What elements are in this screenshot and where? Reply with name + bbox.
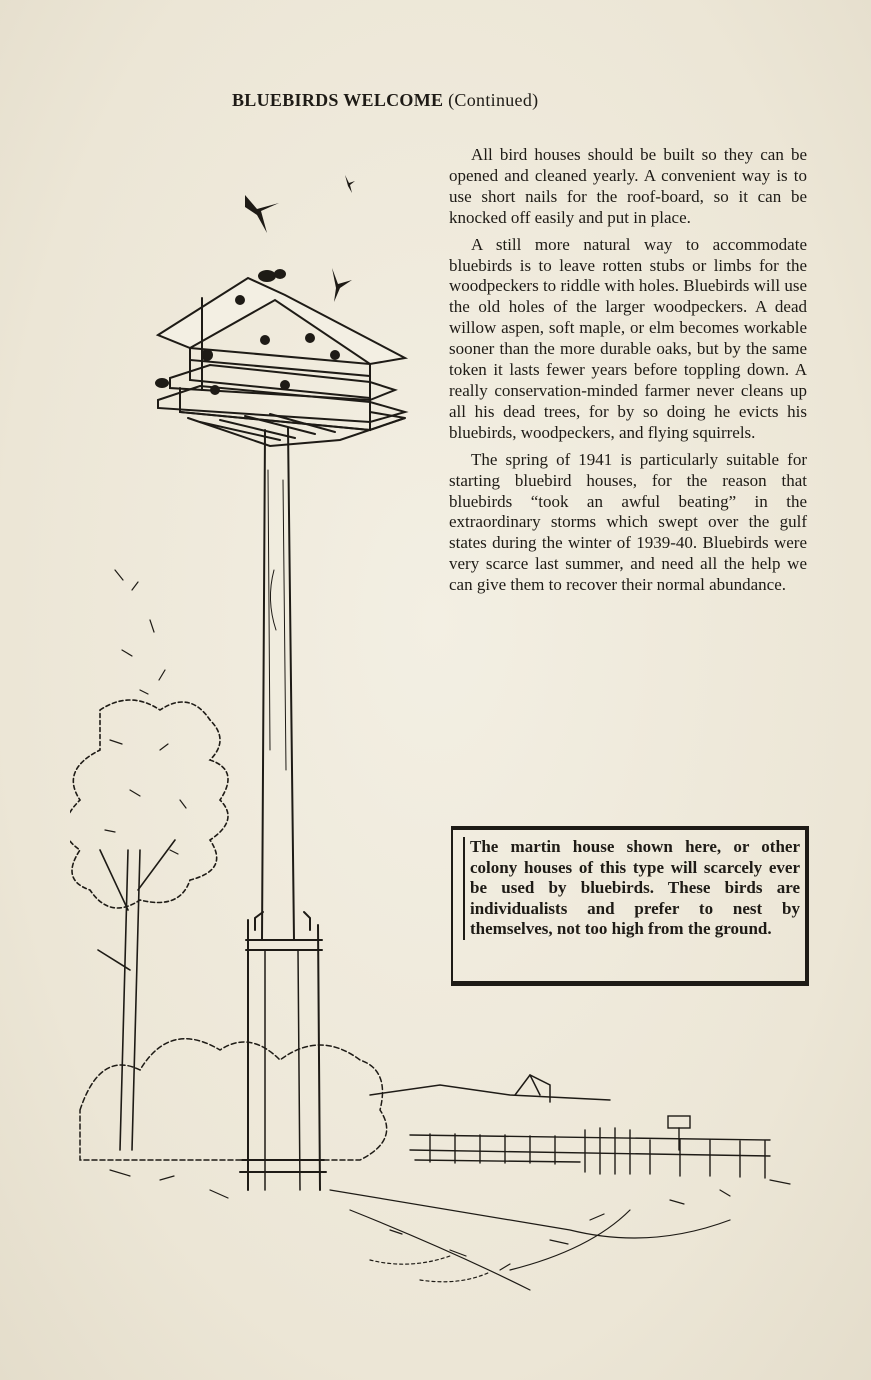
paragraph-cleaning: All bird houses should be built so they can be opened and cleaned yearly. A convenient way is to use short nails for the roof-board, so it can be knocked off easily and put in place. (449, 145, 807, 227)
flying-bird-icon (345, 175, 355, 193)
flying-bird-icon (332, 268, 352, 302)
heading-title: BLUEBIRDS WELCOME (232, 90, 444, 110)
paragraph-natural-holes: A still more natural way to accommodate bluebirds is to leave rotten stubs or limbs for the woodpeckers to riddle with holes. Bluebirds will use the old holes of the larger woodpeckers. A dead willow aspen, soft maple, or elm becomes workable sooner than the more durable oaks, but by the same token it lasts fewer years before toppling down. A really conservation-minded farmer never cleans up all his dead trees, for by so doing he evicts his bluebirds, woodpeckers, and flying squirrels. (449, 234, 807, 442)
page-heading (232, 90, 538, 111)
fence-icon (410, 1116, 770, 1178)
barn-icon (370, 1075, 610, 1102)
perched-bird-icon (258, 270, 276, 282)
perched-bird-icon (155, 378, 169, 388)
tree-icon (70, 570, 228, 1150)
flying-bird-icon (245, 195, 279, 233)
perched-bird-icon (274, 269, 286, 279)
martin-house-illustration (70, 150, 810, 1300)
note-text: The martin house shown here, or other colony houses of this type will scarcely ever be used by bluebirds. These birds are individualists and prefer to nest by themselves, not too high from the ground. (463, 837, 800, 940)
martin-house-icon (158, 278, 405, 446)
heading-continued: (Continued) (448, 90, 539, 110)
ground-icon (110, 1170, 790, 1290)
shrub-icon (80, 1039, 387, 1160)
pole-icon (240, 428, 326, 1190)
paragraph-spring-1941: The spring of 1941 is particularly suitable for starting bluebird houses, for the reason that bluebirds “took an awful beating” in the extraordinary storms which swept over the gulf states during the winter of 1939-40. Bluebirds were very scarce last summer, and need all the help we can give them to recover their normal abundance. (449, 449, 807, 595)
